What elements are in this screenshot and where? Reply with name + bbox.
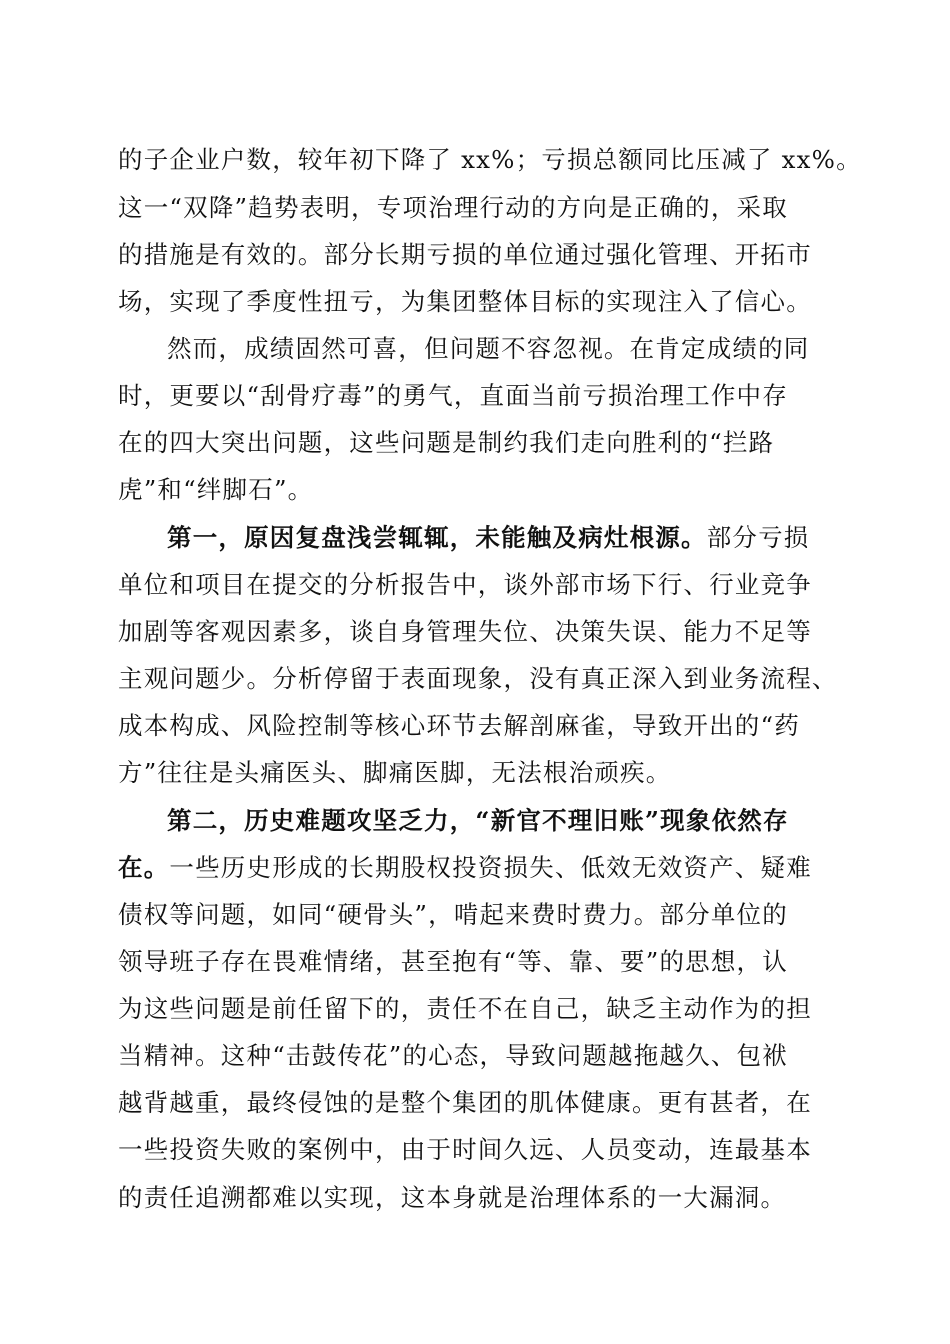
text-line: 当精神。这种“击鼓传花”的心态，导致问题越拖越久、包袱 bbox=[118, 1041, 788, 1070]
text-span: 一些历史形成的长期股权投资损失、低效无效资产、疑难 bbox=[169, 853, 812, 882]
paragraph-start-line bbox=[167, 523, 883, 552]
text-line: 场，实现了季度性扭亏，为集团整体目标的实现注入了信心。 bbox=[118, 287, 812, 316]
text-line: 领导班子存在畏难情绪，甚至抱有“等、靠、要”的思想，认 bbox=[118, 947, 788, 976]
text-line: 越背越重，最终侵蚀的是整个集团的肌体健康。更有甚者，在 bbox=[118, 1088, 812, 1117]
paragraph-start-line: 然而，成绩固然可喜，但问题不容忽视。在肯定成绩的同 bbox=[167, 334, 810, 363]
text-line: 这一“双降”趋势表明，专项治理行动的方向是正确的，采取 bbox=[118, 193, 788, 222]
section-heading-two: 第二，历史难题攻坚乏力，“新官不理旧账”现象依然存 bbox=[167, 806, 789, 835]
text-line: 为这些问题是前任留下的，责任不在自己，缺乏主动作为的担 bbox=[118, 994, 812, 1023]
text-line: 的措施是有效的。部分长期亏损的单位通过强化管理、开拓市 bbox=[118, 240, 812, 269]
text-line: 在的四大突出问题，这些问题是制约我们走向胜利的“拦路 bbox=[118, 428, 775, 457]
text-line bbox=[118, 853, 834, 882]
text-line: 债权等问题，如同“硬骨头”，啃起来费时费力。部分单位的 bbox=[118, 900, 788, 929]
text-line: 单位和项目在提交的分析报告中，谈外部市场下行、行业竞争 bbox=[118, 570, 812, 599]
text-line: 成本构成、风险控制等核心环节去解剖麻雀，导致开出的“药 bbox=[118, 711, 800, 740]
text-span: 部分亏损 bbox=[706, 523, 810, 552]
text-line: 虎”和“绊脚石”。 bbox=[118, 475, 314, 504]
text-line: 时，更要以“刮骨疗毒”的勇气，直面当前亏损治理工作中存 bbox=[118, 381, 788, 410]
section-heading-one: 第一，原因复盘浅尝辄辄，未能触及病灶根源。 bbox=[167, 523, 707, 552]
text-line: 的责任追溯都难以实现，这本身就是治理体系的一大漏洞。 bbox=[118, 1183, 787, 1212]
text-line: 加剧等客观因素多，谈自身管理失位、决策失误、能力不足等 bbox=[118, 617, 812, 646]
section-heading-two-end: 在。 bbox=[118, 853, 170, 882]
text-line: 方”往往是头痛医头、脚痛医脚，无法根治顽疾。 bbox=[118, 758, 672, 787]
text-line: 的子企业户数，较年初下降了 xx%；亏损总额同比压减了 xx%。 bbox=[118, 145, 862, 174]
text-line: 一些投资失败的案例中，由于时间久远、人员变动，连最基本 bbox=[118, 1135, 812, 1164]
text-line: 主观问题少。分析停留于表面现象，没有真正深入到业务流程、 bbox=[118, 664, 838, 693]
